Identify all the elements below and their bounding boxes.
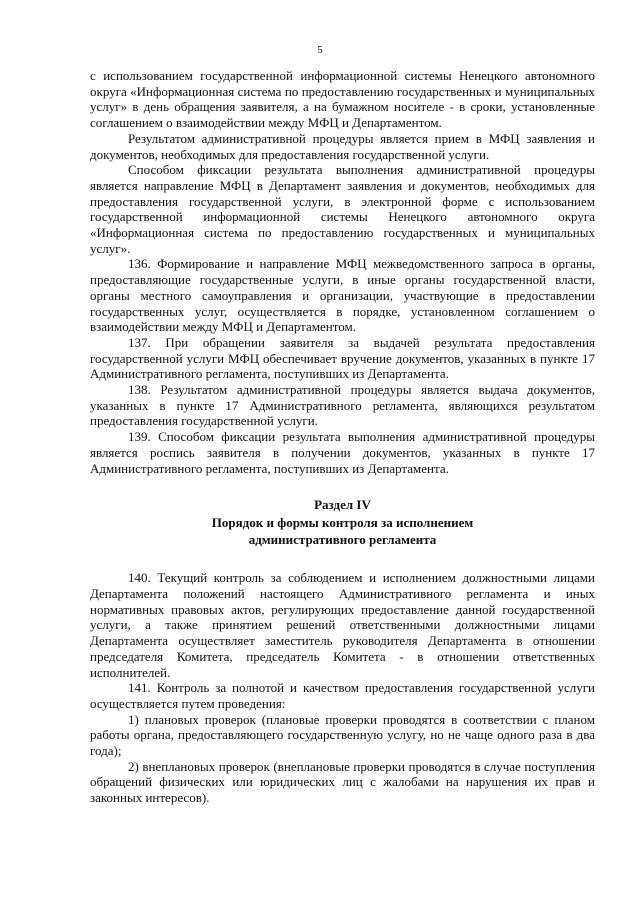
- section-title-line2: административного регламента: [248, 532, 437, 548]
- list-item-unplanned-checks: 2) внеплановых проверок (внеплановые проверки проводятся в случае поступления обращений физических или юридических лиц с жалобами на нарушения их прав и законных интересов).: [90, 758, 595, 806]
- paragraph-141: 141. Контроль за полнотой и качеством предоставления государственной услуги осуществляется путем проведения:: [90, 680, 595, 711]
- page-number: 5: [317, 44, 323, 56]
- paragraph-140: 140. Текущий контроль за соблюдением и исполнением должностными лицами Департамента положений настоящего Административного регламента и иных нормативных правовых актов, регулирующих предоставление данной государственной услуги, а также принятием решений ответственными должностными лицами Департамента осуществляет заместитель руководителя Департамента в отношении председателя Комитета, председатель Комитета - в отношении ответственных исполнителей.: [90, 570, 595, 680]
- paragraph-138: 138. Результатом административной процедуры является выдача документов, указанных в пункте 17 Административного регламента, являющихся результатом предоставления государственной услуги.: [90, 382, 595, 429]
- document-body: [90, 68, 595, 806]
- paragraph-137: 137. При обращении заявителя за выдачей результата предоставления государственной услуги МФЦ обеспечивает вручение документов, указанных в пункте 17 Административного регламента, поступивших из Департамента.: [90, 334, 595, 382]
- paragraph-136: 136. Формирование и направление МФЦ межведомственного запроса в органы, предоставляющие государственные услуги, в иные органы государственной власти, органы местного самоуправления и организации, участвующие в предоставлении государственных услуг, осуществляется в порядке, установленном соглашением о взаимодействии между МФЦ и Департаментом.: [90, 256, 595, 335]
- section-title-line1: Порядок и формы контроля за исполнением: [211, 515, 474, 531]
- paragraph-result-fixation: Способом фиксации результата выполнения административной процедуры является направление МФЦ в Департамент заявления и документов, необходимых для предоставления государственной услуги, в электронной форме с использованием государственной информационной системы Ненецкого автономного округа «Информационная система по предоставлению государственных и муниципальных услуг».: [90, 162, 595, 256]
- paragraph-result-reception: Результатом административной процедуры является прием в МФЦ заявления и документов, необходимых для предоставления государственной услуги.: [90, 130, 595, 162]
- list-item-planned-checks: 1) плановых проверок (плановые проверки проводятся в соответствии с планом работы органа, предоставляющего государственную услугу, но не чаще одного раза в два года);: [90, 711, 595, 759]
- paragraph-continuation: с использованием государственной информационной системы Ненецкого автономного округа «Информационная система по предоставлению государственных и муниципальных услуг» в день обращения заявителя, а на бумажном носителе - в сроки, установленные соглашением о взаимодействии между МФЦ и Департаментом.: [90, 68, 595, 131]
- section-number: Раздел IV: [314, 497, 371, 513]
- paragraph-139: 139. Способом фиксации результата выполнения административной процедуры является роспись заявителя в получении документов, указанных в пункте 17 Административного регламента, поступивших из Департамента.: [90, 429, 595, 476]
